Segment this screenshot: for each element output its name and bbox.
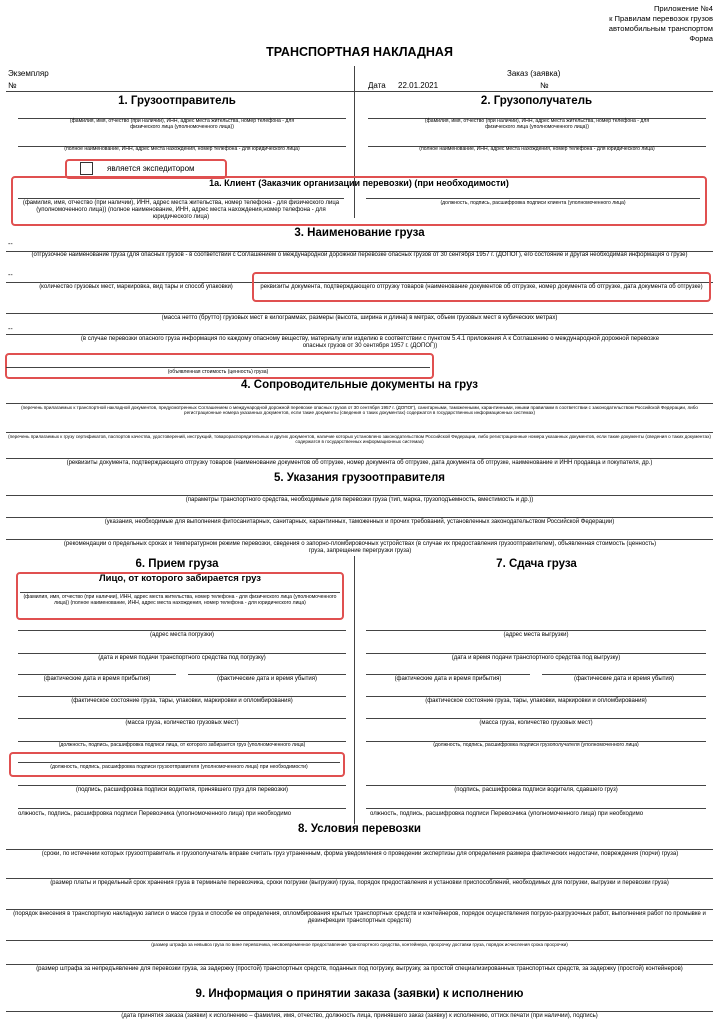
shipper-org-hint: (полное наименование, ИНН, адрес места нахождения, номер телефона - для юридического лица) (64, 146, 300, 152)
loading-mass-hint: (масса груза, количество грузовых мест) (125, 720, 239, 726)
conditions-heading: 8. Условия перевозки (298, 823, 421, 835)
loading-address-line[interactable] (18, 630, 346, 631)
client-sign-hint: (должность, подпись, расшифровка подписи клиента (уполномоченного лица) (440, 200, 626, 206)
shipper-person-hint: (фамилия, имя, отчество (при наличии), ИНН, адрес места жительства, номер телефона - для физического лица (уполномоченного лица)) (69, 118, 295, 130)
shipment-requisites-hint: (реквизиты документа, подтверждающего отгрузку товаров (наименование документов об отгрузке, номер документа об отгрузке, дата документа об отгрузке, наименование и ИНН продавца и покупателя, др.) (66, 460, 653, 466)
pickup-heading: 6. Прием груза (135, 558, 219, 570)
dangerous-line[interactable] (6, 334, 713, 335)
driver-deliver-line[interactable] (366, 785, 706, 786)
mass-record-line[interactable] (6, 909, 713, 910)
loading-departure-line[interactable] (188, 674, 346, 675)
appendix-line-4: Форма (689, 33, 713, 43)
storage-fee-line[interactable] (6, 878, 713, 879)
pickup-person-hint: (фамилия, имя, отчество (при наличии), ИНН, адрес места жительства, номер телефона - для физического лица (уполномоченного лица)) (полное наименование, ИНН, адрес места нахождения, номер телефона - для юридического лица) (23, 594, 337, 606)
carrier-deliver-line[interactable] (366, 808, 706, 809)
date-label: Дата (368, 81, 386, 90)
unloading-datetime-line[interactable] (366, 653, 706, 654)
loading-condition-line[interactable] (18, 696, 346, 697)
appendix-line-1: Приложение №4 (653, 4, 713, 13)
shipper-sign-hint: (должность, подпись, расшифровка подписи грузоотправителя (уполномоченного лица) при необходимости) (50, 764, 308, 770)
unloading-address-line[interactable] (366, 630, 706, 631)
loading-datetime-line[interactable] (18, 653, 346, 654)
order-label: Заказ (заявка) (507, 69, 561, 78)
loading-arrival-hint: (фактические дата и время прибытия) (43, 676, 151, 682)
storage-fee-hint: (размер платы и предельный срок хранения груза в терминале перевозчика, сроки погрузки (выгрузки) груза, порядок предоставления и установки приспособлений, необходимых для погрузки, выгрузки и перевозки груза) (50, 880, 669, 886)
cargo-mass-hint: (масса нетто (брутто) грузовых мест в килограммах, размеры (высота, ширина и длина) в метрах, объем грузовых мест в кубических метрах) (161, 315, 558, 321)
loss-terms-line[interactable] (6, 849, 713, 850)
shipper-sign-line[interactable] (18, 762, 340, 763)
instructions-heading: 5. Указания грузоотправителя (274, 472, 445, 484)
client-person-hint: (фамилия, имя, отчество (при наличии), ИНН, адрес места жительства, номер телефона - для физического лица (уполномоченного лица)) (полное наименование, ИНН, адрес места нахождения,номер телефона - для юридического лица) (22, 200, 340, 220)
forwarder-checkbox[interactable] (80, 162, 93, 175)
driver-accept-hint: (подпись, расшифровка подписи водителя, принявшего груз для перевозки) (75, 787, 289, 793)
shipper-penalty-line[interactable] (6, 964, 713, 965)
order-number-label: № (540, 81, 549, 90)
unloading-arrival-line[interactable] (366, 674, 530, 675)
cargo-name-dash: -- (8, 241, 13, 248)
loading-datetime-hint: (дата и время подачи транспортного средства под погрузку) (98, 655, 266, 661)
declared-value-hint: (объявленная стоимость (ценность) груза) (167, 369, 269, 375)
cargo-name-hint: (отгрузочное наименование груза (для опасных грузов - в соответствии с Соглашением о международной дорожной перевозке опасных грузов от 30 сентября 1957 г. (ДОПОГ), его состояние и другая необходимая информация о грузе) (31, 252, 688, 258)
recommendations-line[interactable] (6, 539, 713, 540)
unloading-mass-hint: (масса груза, количество грузовых мест) (479, 720, 593, 726)
appendix-line-3: автомобильным транспортом (608, 23, 713, 33)
cargo-places-dash: -- (8, 272, 13, 279)
certificates-hint: (перечень прилагаемых к грузу сертификатов, паспортов качества, удостоверений, инструкций, товарораспорядительных и других документов, наличие которых установлено законодательством Российской Федерации, либо регистрационные номера указанных документов, если такие документы (сведения о таких документах) содержатся в государственных информационных системах) (8, 434, 711, 445)
pickup-person-line[interactable] (20, 592, 340, 593)
vehicle-params-hint: (параметры транспортного средства, необходимые для перевозки груза (тип, марка, грузоподъемность, вместимость и др.)) (185, 497, 534, 503)
consignee-heading: 2. Грузополучатель (480, 95, 593, 107)
loading-address-hint: (адрес места погрузки) (149, 632, 215, 638)
dangerous-dash: -- (8, 326, 13, 333)
driver-accept-line[interactable] (18, 785, 346, 786)
unloading-departure-line[interactable] (542, 674, 706, 675)
cargo-mass-line[interactable] (6, 313, 713, 314)
vehicle-params-line[interactable] (6, 495, 713, 496)
appendix-line-2: к Правилам перевозок грузов (609, 13, 713, 23)
receiver-sign-hint: (должность, подпись, расшифровка подписи грузополучателя (уполномоченного лица) (433, 742, 639, 748)
consignee-person-hint: (фамилия, имя, отчество (при наличии), ИНН, адрес места жительства, номер телефона - для физического лица (уполномоченного лица)) (424, 118, 650, 130)
sanitary-line[interactable] (6, 517, 713, 518)
unloading-address-hint: (адрес места выгрузки) (503, 632, 569, 638)
header-rule (6, 91, 713, 92)
client-sign-line[interactable] (366, 198, 700, 199)
attached-docs-hint: (перечень прилагаемых к транспортной накладной документов, предусмотренных Соглашением о международной дорожной перевозке опасных грузов от 30 сентября 1957 г. (ДОПОГ), санитарными, таможенными, карантинными, иными правилами в соответствии с законодательством Российской Федерации, либо регистрационные номера указанных документов, если такие документы (сведения о таких документах) содержатся в государственных информационных системах) (21, 405, 698, 416)
acceptance-line[interactable] (6, 1011, 713, 1012)
sanitary-hint: (указания, необходимые для выполнения фитосанитарных, санитарных, карантинных, таможенных и прочих требований, установленных законодательством Российской Федерации) (104, 519, 615, 525)
cargo-heading: 3. Наименование груза (294, 227, 425, 239)
copy-number-label: № (8, 81, 17, 90)
document-title: ТРАНСПОРТНАЯ НАКЛАДНАЯ (266, 45, 453, 59)
declared-value-line[interactable] (6, 367, 430, 368)
acceptance-heading: 9. Информация о принятии заказа (заявки) к исполнению (195, 988, 524, 1000)
cargo-places-hint: (количество грузовых мест, маркировка, вид тары и способ упаковки) (39, 284, 233, 290)
unloading-arrival-hint: (фактические дата и время прибытия) (394, 676, 502, 682)
loading-departure-hint: (фактические дата и время убытия) (217, 676, 317, 682)
forwarder-label: является экспедитором (107, 164, 195, 173)
delivery-heading: 7. Сдача груза (496, 558, 577, 570)
carrier-accept-line[interactable] (18, 808, 346, 809)
shipment-requisites-line[interactable] (6, 458, 713, 459)
carrier-deliver-hint: олжность, подпись, расшифровка подписи Перевозчика (уполномоченного лица) при необходимо (370, 811, 644, 817)
carrier-accept-hint: олжность, подпись, расшифровка подписи Перевозчика (уполномоченного лица) при необходимо (18, 811, 292, 817)
pickup-sign-hint: (должность, подпись, расшифровка подписи лица, от которого забирается груз (уполномоченного лица) (58, 742, 306, 748)
attached-docs-line[interactable] (6, 403, 713, 404)
consignee-org-hint: (полное наименование, ИНН, адрес места нахождения, номер телефона - для юридического лица) (419, 146, 655, 152)
date-value[interactable]: 22.01.2021 (398, 81, 439, 90)
shipper-heading: 1. Грузоотправитель (118, 95, 236, 107)
client-person-line[interactable] (18, 198, 344, 199)
column-divider-bottom (354, 556, 355, 824)
driver-deliver-hint: (подпись, расшифровка подписи водителя, сдавшего груз) (454, 787, 618, 793)
certificates-line[interactable] (6, 432, 713, 433)
documents-heading: 4. Сопроводительные документы на груз (240, 379, 478, 391)
shipment-doc-hint: реквизиты документа, подтверждающего отгрузку товаров (наименование документов об отгрузке, номер документа об отгрузке, дата документа об отгрузке) (260, 284, 703, 290)
loss-terms-hint: (сроки, по истечении которых грузоотправитель и грузополучатель вправе считать груз утраненным, форма уведомления о проведении экспертизы для определения размера фактических недостачи, повреждения (порчи) груза) (41, 851, 679, 857)
dangerous-hint: (в случае перевозки опасного груза информация по каждому опасному веществу, материалу или изделию в соответствии с пунктом 5.4.1 приложения А к Соглашению о международной дорожной перевозке опасных грузов от 30 сентября 1957 г. (ДОПОГ)) (80, 336, 660, 349)
unloading-condition-line[interactable] (366, 696, 706, 697)
loading-mass-line[interactable] (18, 718, 346, 719)
recommendations-hint: (рекомендации о предельных сроках и температурном режиме перевозки, сведения о запорно-пломбировочных устройствах (в случае их предоставления грузоотправителем), объявленная стоимость (ценность) груза, запрещение перегрузки груза) (63, 541, 657, 554)
pickup-person-subtitle: Лицо, от которого забирается груз (98, 573, 262, 584)
mass-record-hint: (порядок внесения в транспортную накладную записи о массе груза и способе ее определения, опломбирования крытых транспортных средств и контейнеров, порядок осуществления погрузо-разгрузочных работ, выполнения работ по промывке и дезинфекции транспортных средств) (13, 911, 706, 924)
unloading-datetime-hint: (дата и время подачи транспортного средства под выгрузку) (451, 655, 621, 661)
copy-label: Экземпляр (8, 69, 49, 78)
client-heading: 1а. Клиент (Заказчик организации перевозки) (при необходимости) (209, 178, 509, 188)
loading-arrival-line[interactable] (18, 674, 176, 675)
carrier-penalty-line[interactable] (6, 940, 713, 941)
unloading-departure-hint: (фактические дата и время убытия) (574, 676, 674, 682)
shipper-penalty-hint: (размер штрафа за непредъявление для перевозки груза, за задержку (простой) транспортных средств, поданных под погрузку, выгрузку, за простой специализированных транспортных средств, за задержку (простой) контейнеров) (36, 966, 683, 972)
unloading-condition-hint: (фактическое состояние груза, тары, упаковки, маркировки и опломбирования) (425, 698, 647, 704)
acceptance-hint: (дата принятия заказа (заявки) к исполнению – фамилия, имя, отчество, должность лица, принявшего заказ (заявку) к исполнению, оттиск печати (при наличии), подпись) (121, 1013, 598, 1019)
loading-condition-hint: (фактическое состояние груза, тары, упаковки, маркировки и опломбирования) (71, 698, 293, 704)
appendix-note (609, 4, 713, 43)
carrier-penalty-hint: (размер штрафа за невывоз груза по вине перевозчика, несвоевременное предоставление транспортного средства, контейнера, просрочку доставки груза, порядок исчисления срока просрочки) (151, 942, 568, 947)
unloading-mass-line[interactable] (366, 718, 706, 719)
